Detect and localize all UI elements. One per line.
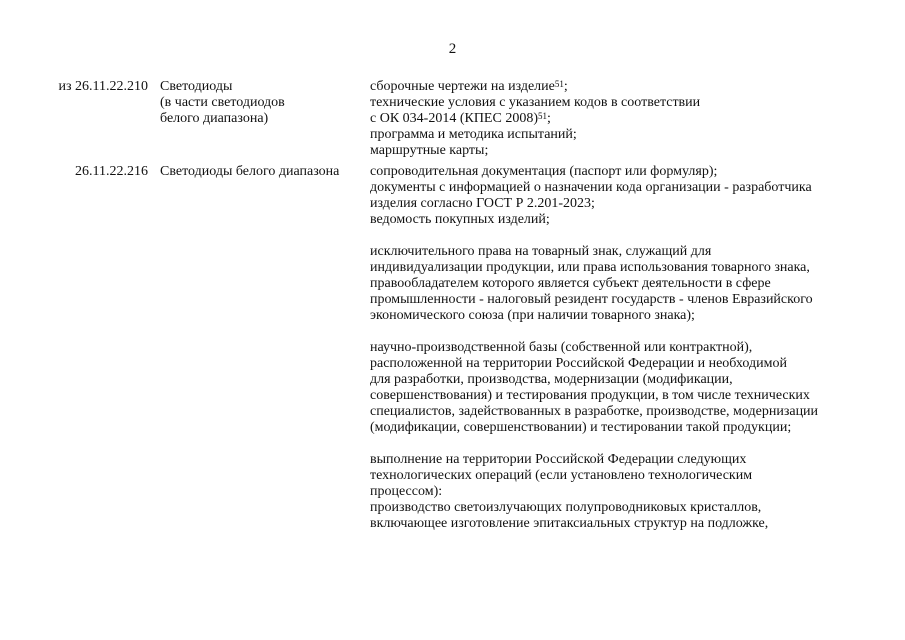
paragraph-line: экономического союза (при наличии товарного знака);	[370, 308, 695, 323]
product-name-line: белого диапазона)	[160, 111, 269, 126]
paragraph-line: промышленности - налоговый резидент государств - членов Евразийского	[370, 292, 813, 307]
document-item: ведомость покупных изделий;	[370, 212, 550, 227]
paragraph-line: индивидуализации продукции, или права использования товарного знака,	[370, 260, 810, 275]
paragraph-line: расположенной на территории Российской Федерации и необходимой	[370, 356, 787, 371]
paragraph-line: включающее изготовление эпитаксиальных структур на подложке,	[370, 516, 769, 531]
product-name-line: Светодиоды	[160, 79, 233, 94]
document-item: технические условия с указанием кодов в соответствии	[370, 95, 701, 110]
document-item: программа и методика испытаний;	[370, 127, 577, 142]
paragraph-line: выполнение на территории Российской Федерации следующих	[370, 452, 747, 467]
document-list	[370, 164, 880, 532]
document-item: с ОК 034-2014 (КПЕС 2008)$^{51}$;	[370, 111, 551, 126]
paragraph-line: научно-производственной базы (собственной или контрактной),	[370, 340, 753, 355]
paragraph-line: для разработки, производства, модернизации (модификации,	[370, 372, 733, 387]
product-code: 26.11.22.216	[75, 164, 148, 179]
paragraph-line: производство светоизлучающих полупроводниковых кристаллов,	[370, 500, 762, 515]
product-code: из 26.11.22.210	[58, 79, 148, 94]
document-item: изделия согласно ГОСТ Р 2.201-2023;	[370, 196, 595, 211]
product-name	[160, 164, 360, 180]
page-number: 2	[448, 41, 457, 57]
document-item: сопроводительная документация (паспорт или формуляр);	[370, 164, 718, 179]
document-item: маршрутные карты;	[370, 143, 489, 158]
document-list	[370, 79, 880, 159]
paragraph-line: специалистов, задействованных в разработке, производстве, модернизации	[370, 404, 819, 419]
paragraph-line: исключительного права на товарный знак, служащий для	[370, 244, 712, 259]
paragraph-line: (модификации, совершенствовании) и тестировании такой продукции;	[370, 420, 792, 435]
product-name	[160, 79, 360, 127]
paragraph-line: правообладателем которого является субъект деятельности в сфере	[370, 276, 771, 291]
document-item: сборочные чертежи на изделие$^{51}$;	[370, 79, 568, 94]
footnote-ref: 51	[538, 111, 547, 121]
footnote-ref: 51	[554, 79, 564, 89]
paragraph-line: процессом):	[370, 484, 443, 499]
paragraph-line: совершенствования) и тестирования продукции, в том числе технических	[370, 388, 810, 403]
document-item: документы с информацией о назначении кода организации - разработчика	[370, 180, 812, 195]
paragraph-line: технологических операций (если установлено технологическим	[370, 468, 753, 483]
product-name-line: (в части светодиодов	[160, 95, 285, 110]
product-name-line: Светодиоды белого диапазона	[160, 164, 340, 179]
